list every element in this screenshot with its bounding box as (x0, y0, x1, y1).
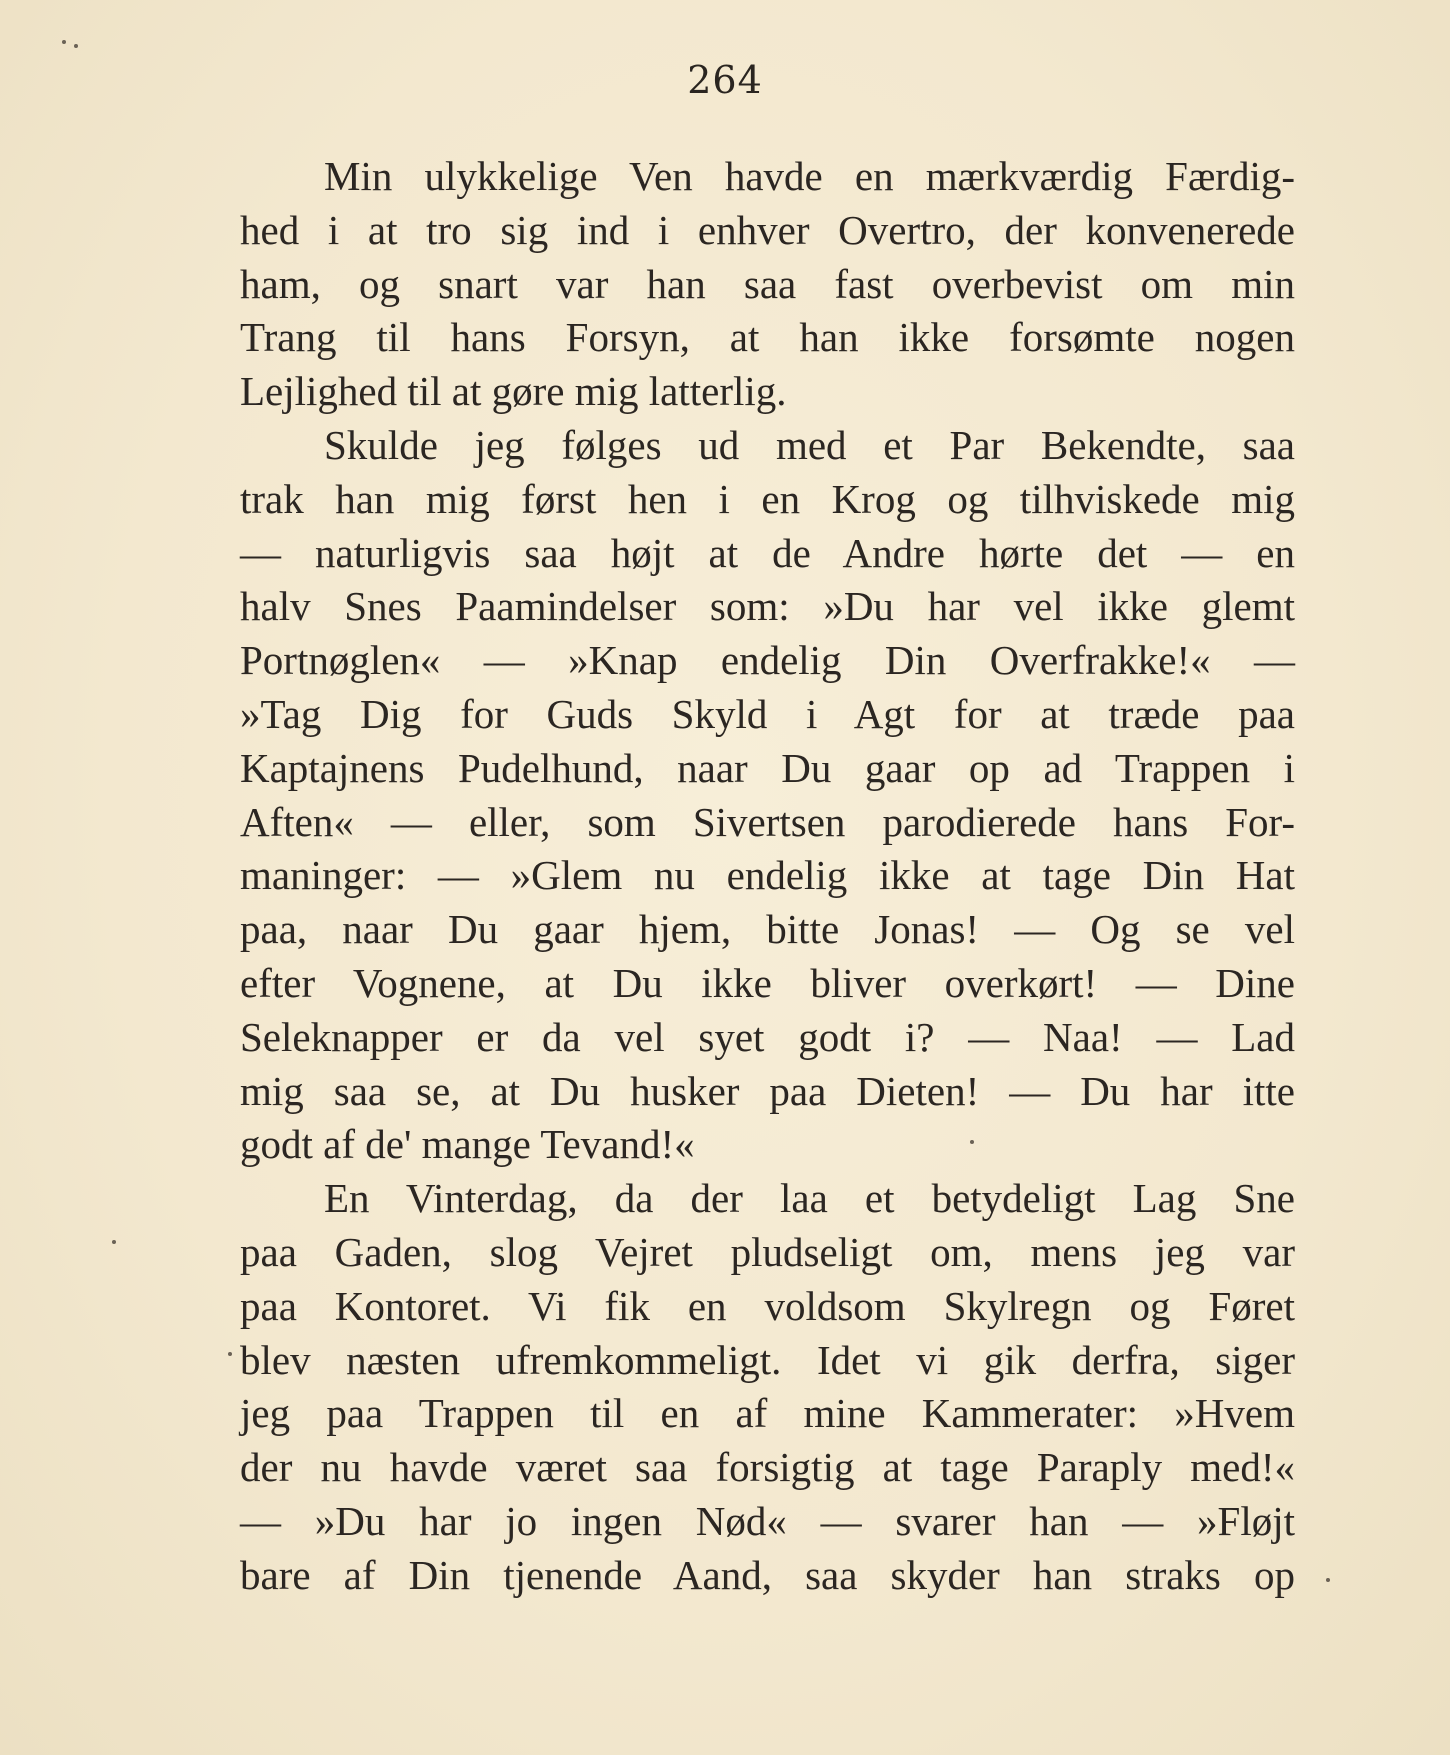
page-number: 264 (687, 58, 763, 102)
text-line: halv Snes Paamindelser som: »Du har vel ikke glemt (240, 583, 1295, 630)
body-text (240, 150, 1295, 1603)
text-line: Trang til hans Forsyn, at han ikke forsømte nogen (240, 314, 1295, 361)
text-line: Skulde jeg følges ud med et Par Bekendte, saa (324, 421, 1295, 468)
text-line: paa, naar Du gaar hjem, bitte Jonas! — Og se vel (240, 906, 1295, 953)
text-line: ham, og snart var han saa fast overbevist om min (240, 260, 1295, 307)
text-line: blev næsten ufremkommeligt. Idet vi gik derfra, siger (240, 1336, 1295, 1383)
text-line: — »Du har jo ingen Nød« — svarer han — »Fløjt (240, 1497, 1295, 1544)
text-line: bare af Din tjenende Aand, saa skyder han straks op (240, 1551, 1295, 1598)
text-line: Kaptajnens Pudelhund, naar Du gaar op ad Trappen i (240, 744, 1295, 791)
text-line: maninger: — »Glem nu endelig ikke at tage Din Hat (240, 852, 1295, 899)
paper-speck (228, 1352, 232, 1356)
paper-speck (1326, 1578, 1330, 1582)
text-line: Portnøglen« — »Knap endelig Din Overfrakke!« — (240, 637, 1295, 684)
text-line: Aften« — eller, som Sivertsen parodierede hans For- (240, 798, 1295, 845)
text-line: En Vinterdag, da der laa et betydeligt Lag Sne (324, 1175, 1295, 1222)
text-line: paa Kontoret. Vi fik en voldsom Skylregn og Føret (240, 1282, 1295, 1329)
text-line: Lejlighed til at gøre mig latterlig. (240, 368, 787, 415)
text-line: »Tag Dig for Guds Skyld i Agt for at træde paa (240, 690, 1295, 737)
text-line: godt af de' mange Tevand!« (240, 1121, 695, 1168)
text-line: Min ulykkelige Ven havde en mærkværdig Færdig- (324, 153, 1295, 199)
text-line: — naturligvis saa højt at de Andre hørte det — en (240, 529, 1295, 576)
text-line: trak han mig først hen i en Krog og tilhviskede mig (240, 475, 1295, 522)
text-line: efter Vognene, at Du ikke bliver overkørt! — Dine (240, 959, 1295, 1006)
text-line: paa Gaden, slog Vejret pludseligt om, mens jeg var (240, 1228, 1295, 1275)
text-line: hed i at tro sig ind i enhver Overtro, der konvenerede (240, 206, 1295, 253)
text-line: jeg paa Trappen til en af mine Kammerater: »Hvem (240, 1390, 1295, 1437)
text-line: mig saa se, at Du husker paa Dieten! — Du har itte (240, 1067, 1295, 1114)
paper-speck (970, 1140, 974, 1144)
paper-speck (112, 1240, 116, 1244)
text-line: Seleknapper er da vel syet godt i? — Naa! — Lad (240, 1013, 1295, 1060)
paper-speck (74, 44, 78, 48)
paper-speck (62, 40, 66, 44)
text-line: der nu havde været saa forsigtig at tage Paraply med!« (240, 1444, 1295, 1491)
